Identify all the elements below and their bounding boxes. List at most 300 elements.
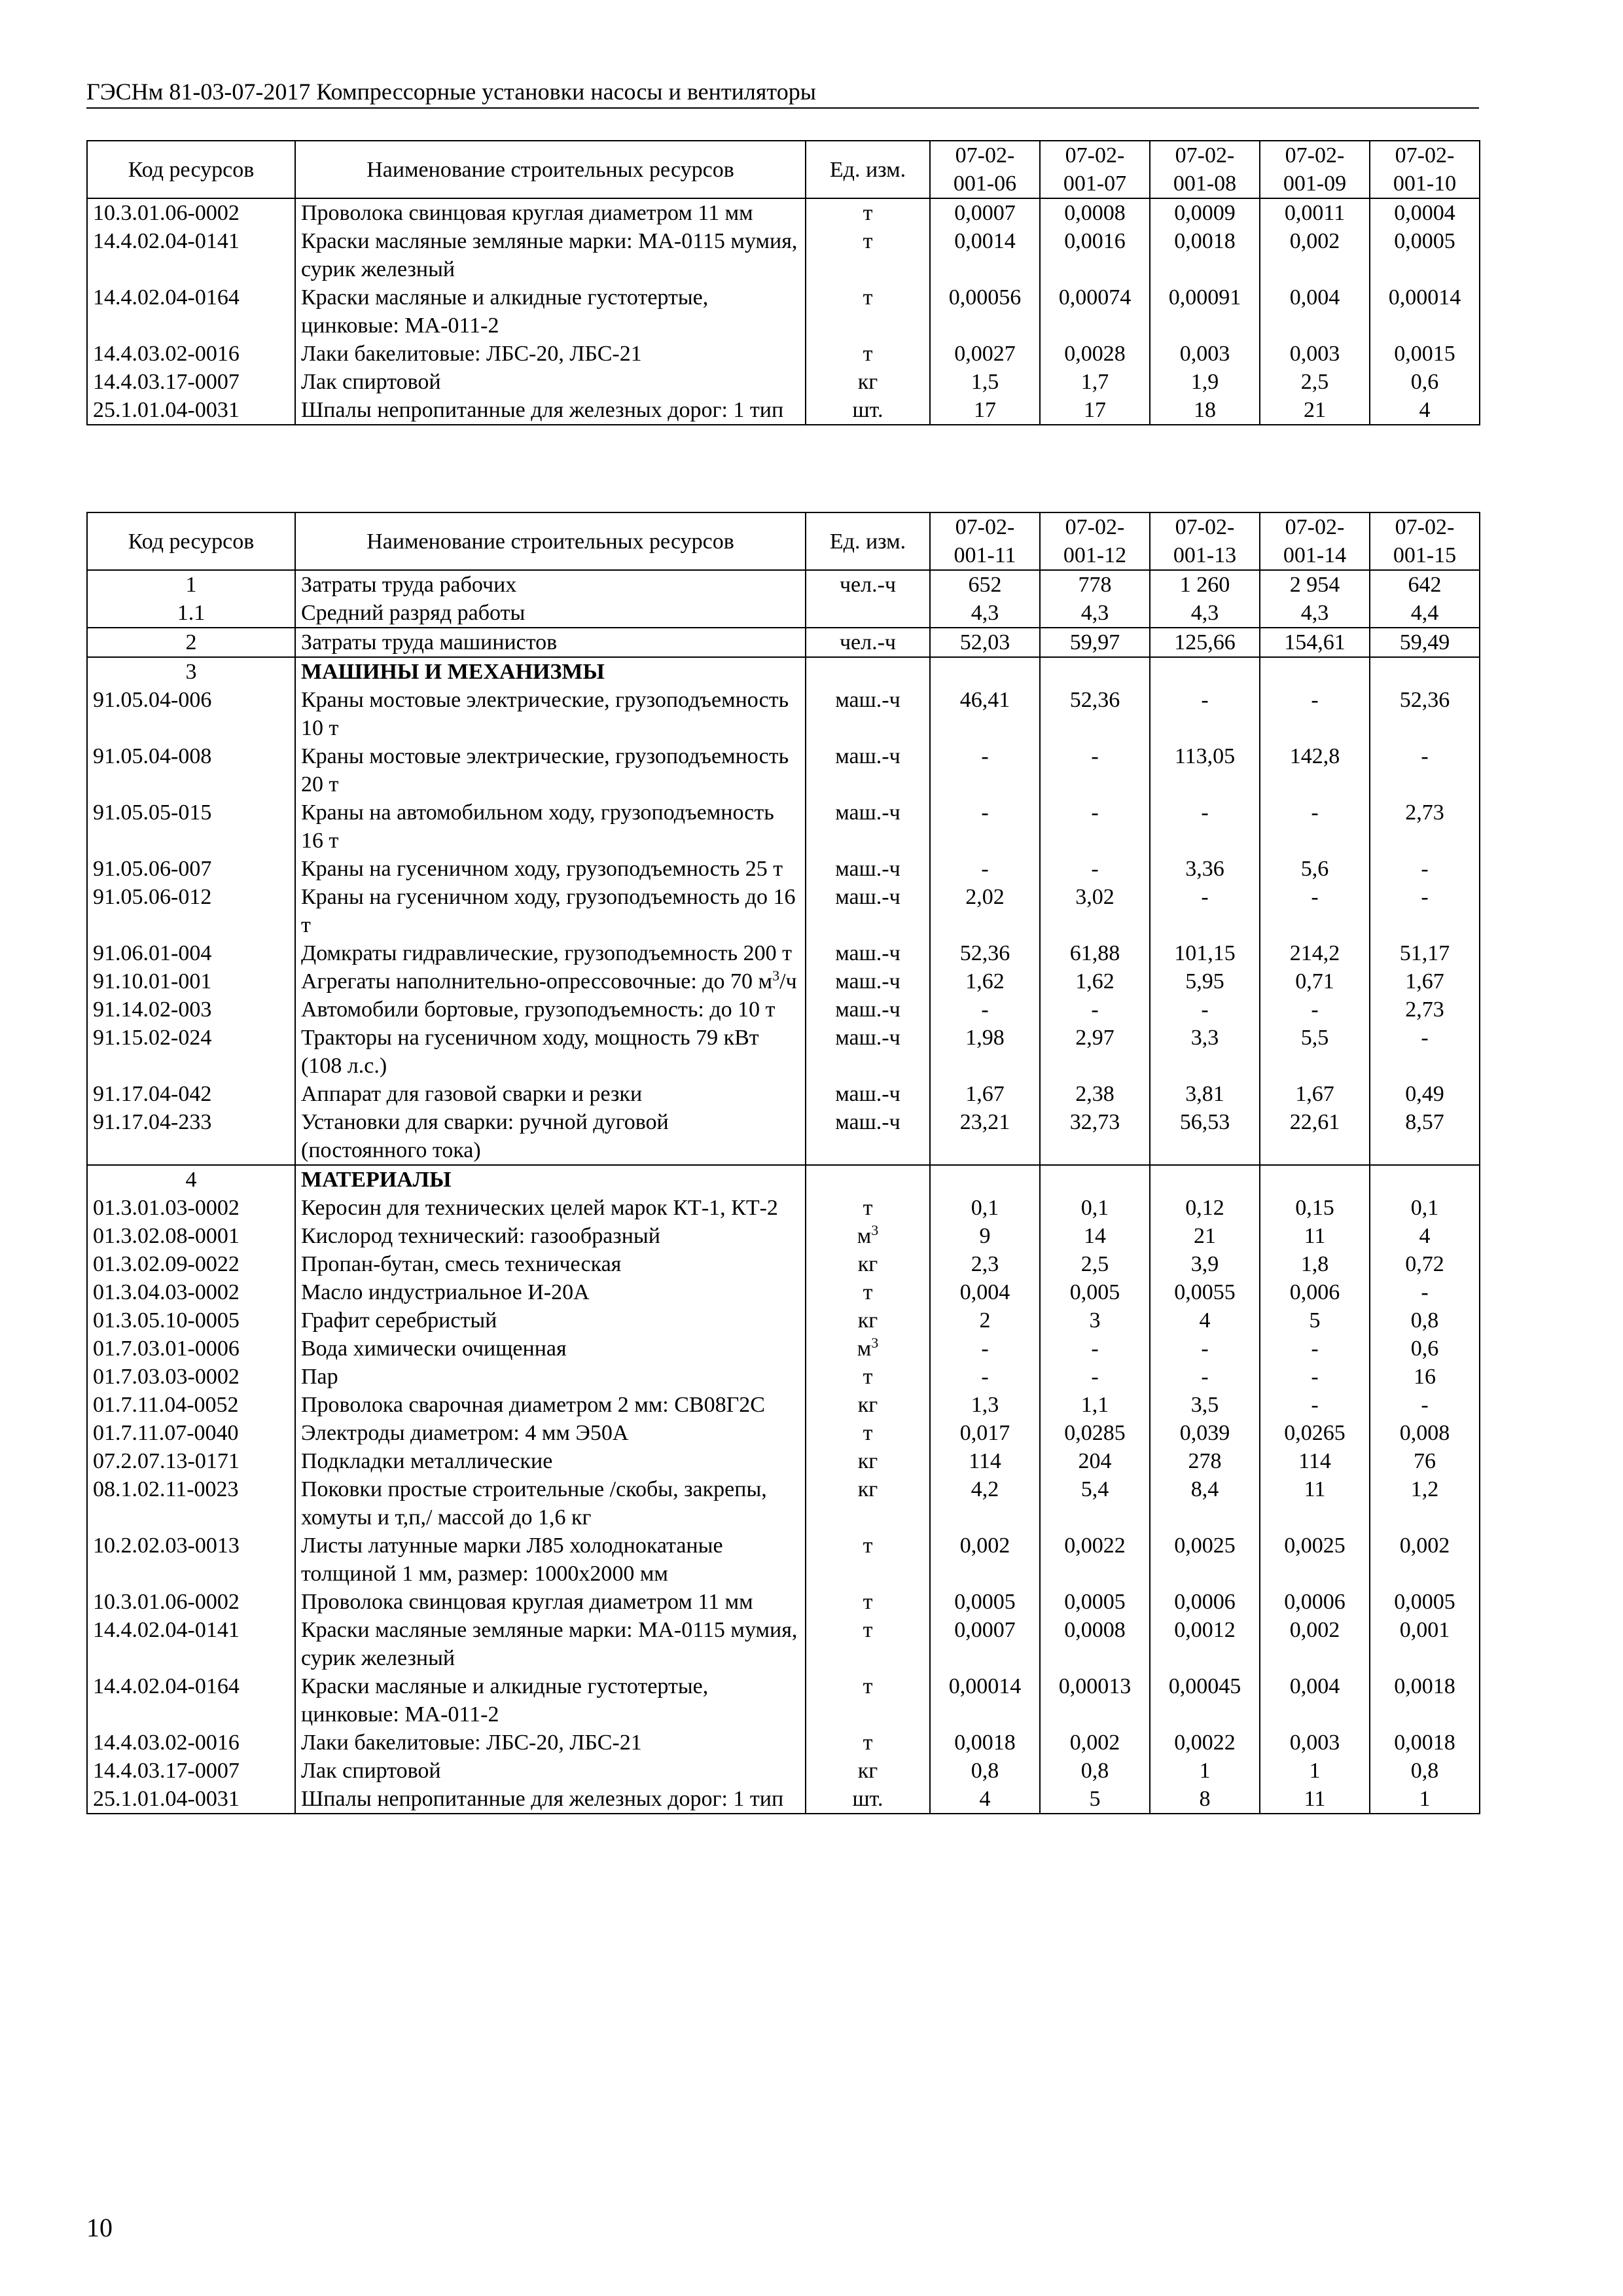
resource-value: [1260, 1165, 1370, 1194]
resource-code: 14.4.03.02-0016: [87, 1729, 295, 1757]
resource-name: Средний разряд работы: [295, 599, 806, 628]
resource-value: [930, 657, 1040, 686]
resource-value: 1,67: [1370, 967, 1480, 996]
resource-value: 8,57: [1370, 1108, 1480, 1165]
resource-value: -: [1260, 1335, 1370, 1363]
resource-value: 114: [1260, 1447, 1370, 1475]
resource-value: 0,00014: [930, 1672, 1040, 1729]
resource-name: Краны на гусеничном ходу, грузоподъемность 25 т: [295, 855, 806, 883]
resource-value: 652: [930, 570, 1040, 599]
resource-value: 1: [1150, 1757, 1260, 1785]
resource-value: 0,6: [1370, 1335, 1480, 1363]
resource-unit: т: [806, 283, 930, 340]
table-row: [87, 1250, 1480, 1278]
resource-value: 0,0025: [1150, 1532, 1260, 1588]
resource-value: [1150, 1165, 1260, 1194]
resource-value: 8: [1150, 1785, 1260, 1814]
resource-code: 91.05.06-007: [87, 855, 295, 883]
resource-unit: маш.-ч: [806, 939, 930, 967]
resource-unit: [806, 599, 930, 628]
resource-value: 4,3: [1150, 599, 1260, 628]
table-row: [87, 883, 1480, 939]
page-number: 10: [86, 2213, 113, 2242]
resource-value: 2,73: [1370, 798, 1480, 855]
resource-name: Тракторы на гусеничном ходу, мощность 79 кВт (108 л.с.): [295, 1024, 806, 1080]
resource-value: 0,0014: [930, 227, 1040, 283]
resource-value: 3,81: [1150, 1080, 1260, 1108]
resource-value: 1,2: [1370, 1475, 1480, 1532]
resource-value: 0,0011: [1260, 198, 1370, 227]
resource-value: -: [930, 855, 1040, 883]
resource-code: 14.4.02.04-0141: [87, 227, 295, 283]
resource-value: 0,0022: [1040, 1532, 1150, 1588]
resource-value: 2,97: [1040, 1024, 1150, 1080]
resource-value: 0,001: [1370, 1616, 1480, 1672]
table-header-row: [87, 141, 1480, 198]
resource-value: 1 260: [1150, 570, 1260, 599]
resource-value: 52,36: [930, 939, 1040, 967]
resource-name: Проволока свинцовая круглая диаметром 11 мм: [295, 198, 806, 227]
resource-value: -: [1260, 996, 1370, 1024]
resource-value: 4,2: [930, 1475, 1040, 1532]
resource-value: 1,67: [1260, 1080, 1370, 1108]
resource-value: 5,4: [1040, 1475, 1150, 1532]
resource-unit: маш.-ч: [806, 1024, 930, 1080]
resource-name: Масло индустриальное И-20А: [295, 1278, 806, 1306]
resource-value: 0,002: [930, 1532, 1040, 1588]
resource-code: 91.06.01-004: [87, 939, 295, 967]
resource-name: МАШИНЫ И МЕХАНИЗМЫ: [295, 657, 806, 686]
resource-unit: т: [806, 1672, 930, 1729]
resource-name: Вода химически очищенная: [295, 1335, 806, 1363]
resource-value: -: [1370, 1391, 1480, 1419]
resource-value: 18: [1150, 396, 1260, 425]
resource-value: 61,88: [1040, 939, 1150, 967]
resource-name: Краны мостовые электрические, грузоподъемность 10 т: [295, 686, 806, 742]
resource-name: Проволока свинцовая круглая диаметром 11 мм: [295, 1588, 806, 1616]
resource-value: 4,4: [1370, 599, 1480, 628]
resource-code: 91.14.02-003: [87, 996, 295, 1024]
table-row: [87, 1672, 1480, 1729]
resource-value: 4: [1150, 1306, 1260, 1335]
resource-unit: т: [806, 1532, 930, 1588]
col-header-name: Наименование строительных ресурсов: [295, 512, 806, 570]
resource-value: 2,02: [930, 883, 1040, 939]
resource-value: 2,5: [1260, 368, 1370, 396]
resource-code: 10.3.01.06-0002: [87, 1588, 295, 1616]
resource-value: 5,6: [1260, 855, 1370, 883]
resource-value: 2,73: [1370, 996, 1480, 1024]
resource-unit: маш.-ч: [806, 855, 930, 883]
resource-name: Краны на гусеничном ходу, грузоподъемность до 16 т: [295, 883, 806, 939]
resource-value: 4: [930, 1785, 1040, 1814]
resource-name: Краны на автомобильном ходу, грузоподъемность 16 т: [295, 798, 806, 855]
resource-value: 778: [1040, 570, 1150, 599]
resource-value: 0,8: [930, 1757, 1040, 1785]
resource-name: Шпалы непропитанные для железных дорог: 1 тип: [295, 396, 806, 425]
resource-value: 1,67: [930, 1080, 1040, 1108]
table-row: [87, 368, 1480, 396]
table-row: [87, 855, 1480, 883]
resource-value: 32,73: [1040, 1108, 1150, 1165]
table-row: [87, 1616, 1480, 1672]
resource-value: -: [1150, 1363, 1260, 1391]
resource-code: 07.2.07.13-0171: [87, 1447, 295, 1475]
resource-value: 4,3: [1040, 599, 1150, 628]
resource-value: 0,0006: [1150, 1588, 1260, 1616]
resource-value: 0,0028: [1040, 340, 1150, 368]
resource-value: 4: [1370, 1222, 1480, 1250]
resource-code: 14.4.02.04-0164: [87, 1672, 295, 1729]
table-row: [87, 686, 1480, 742]
resource-value: 3,02: [1040, 883, 1150, 939]
resource-value: 11: [1260, 1222, 1370, 1250]
resource-value: 642: [1370, 570, 1480, 599]
resource-code: 25.1.01.04-0031: [87, 1785, 295, 1814]
resource-value: 0,004: [930, 1278, 1040, 1306]
resource-name: Проволока сварочная диаметром 2 мм: СВ08Г2С: [295, 1391, 806, 1419]
resource-value: 2,5: [1040, 1250, 1150, 1278]
document-title: ГЭСНм 81-03-07-2017 Компрессорные установки насосы и вентиляторы: [86, 79, 816, 105]
resource-unit: кг: [806, 368, 930, 396]
resource-value: 1,9: [1150, 368, 1260, 396]
resource-code: 91.05.06-012: [87, 883, 295, 939]
table-row: [87, 1335, 1480, 1363]
resource-value: 142,8: [1260, 742, 1370, 798]
col-header-norm: 07-02-001-15: [1370, 512, 1480, 570]
resource-value: 0,0005: [1040, 1588, 1150, 1616]
resource-value: [1370, 1165, 1480, 1194]
resource-value: -: [1260, 798, 1370, 855]
resource-value: [1150, 657, 1260, 686]
resource-code: 3: [87, 657, 295, 686]
resource-value: -: [1150, 686, 1260, 742]
resource-code: 14.4.03.17-0007: [87, 1757, 295, 1785]
resource-name: Краны мостовые электрические, грузоподъемность 20 т: [295, 742, 806, 798]
resource-name: Затраты труда рабочих: [295, 570, 806, 599]
resource-name: Краски масляные земляные марки: МА-0115 мумия, сурик железный: [295, 1616, 806, 1672]
resource-value: 0,00074: [1040, 283, 1150, 340]
table-row: [87, 1391, 1480, 1419]
resource-value: 21: [1150, 1222, 1260, 1250]
resource-unit: чел.-ч: [806, 628, 930, 657]
resource-value: 0,006: [1260, 1278, 1370, 1306]
table-row: [87, 1306, 1480, 1335]
table-row: [87, 798, 1480, 855]
resource-value: 59,97: [1040, 628, 1150, 657]
resources-table-2: [86, 512, 1480, 1814]
resource-value: -: [930, 1363, 1040, 1391]
resource-unit: т: [806, 340, 930, 368]
resource-value: -: [1150, 798, 1260, 855]
resource-value: 2,3: [930, 1250, 1040, 1278]
resource-unit: шт.: [806, 1785, 930, 1814]
resource-value: 1,5: [930, 368, 1040, 396]
resource-value: 204: [1040, 1447, 1150, 1475]
resource-unit: [806, 1165, 930, 1194]
resource-value: -: [1260, 1363, 1370, 1391]
resource-name: Графит серебристый: [295, 1306, 806, 1335]
resource-name: Листы латунные марки Л85 холоднокатаные толщиной 1 мм, размер: 1000х2000 мм: [295, 1532, 806, 1588]
resource-value: 0,0018: [1370, 1672, 1480, 1729]
resource-code: 14.4.02.04-0141: [87, 1616, 295, 1672]
resource-value: 3,9: [1150, 1250, 1260, 1278]
resource-value: 0,0016: [1040, 227, 1150, 283]
resource-code: 01.7.11.07-0040: [87, 1419, 295, 1447]
resource-value: -: [1150, 883, 1260, 939]
resource-code: 14.4.02.04-0164: [87, 283, 295, 340]
table-row: [87, 227, 1480, 283]
resource-value: [1260, 657, 1370, 686]
resource-value: 17: [930, 396, 1040, 425]
resource-value: 1,3: [930, 1391, 1040, 1419]
resource-value: 0,6: [1370, 368, 1480, 396]
resource-code: 91.05.04-008: [87, 742, 295, 798]
col-header-norm: 07-02-001-12: [1040, 512, 1150, 570]
resource-value: 3,5: [1150, 1391, 1260, 1419]
resource-code: 08.1.02.11-0023: [87, 1475, 295, 1532]
resource-unit: т: [806, 1278, 930, 1306]
resource-value: 46,41: [930, 686, 1040, 742]
resource-value: [1040, 657, 1150, 686]
resource-value: 1,62: [930, 967, 1040, 996]
resource-value: 4,3: [930, 599, 1040, 628]
resource-value: 0,0005: [1370, 1588, 1480, 1616]
resource-value: 2,38: [1040, 1080, 1150, 1108]
resource-value: -: [1040, 1335, 1150, 1363]
resource-value: 0,00045: [1150, 1672, 1260, 1729]
resource-value: -: [930, 1335, 1040, 1363]
col-header-norm: 07-02-001-07: [1040, 141, 1150, 198]
resource-unit: кг: [806, 1250, 930, 1278]
resource-value: -: [1150, 1335, 1260, 1363]
resource-value: 3: [1040, 1306, 1150, 1335]
resource-value: 0,72: [1370, 1250, 1480, 1278]
resource-code: 01.7.03.03-0002: [87, 1363, 295, 1391]
col-header-norm: 07-02-001-10: [1370, 141, 1480, 198]
table-row: [87, 1080, 1480, 1108]
resource-value: -: [1370, 855, 1480, 883]
resource-value: 52,36: [1040, 686, 1150, 742]
table-row: [87, 340, 1480, 368]
col-header-name: Наименование строительных ресурсов: [295, 141, 806, 198]
resource-unit: $м^3$: [806, 1222, 930, 1250]
resource-value: 0,0018: [930, 1729, 1040, 1757]
col-header-norm: 07-02-001-08: [1150, 141, 1260, 198]
resource-name: Подкладки металлические: [295, 1447, 806, 1475]
resource-value: 5,5: [1260, 1024, 1370, 1080]
table-row: [87, 1475, 1480, 1532]
resource-code: 01.3.05.10-0005: [87, 1306, 295, 1335]
resource-name: Домкраты гидравлические, грузоподъемность 200 т: [295, 939, 806, 967]
resource-value: 0,003: [1260, 340, 1370, 368]
resource-value: 3,3: [1150, 1024, 1260, 1080]
resource-value: 0,0018: [1150, 227, 1260, 283]
resource-value: -: [1260, 883, 1370, 939]
table-row: [87, 1419, 1480, 1447]
resource-value: 0,004: [1260, 283, 1370, 340]
resource-value: 0,002: [1260, 1616, 1370, 1672]
table-row: [87, 1588, 1480, 1616]
table-row: [87, 283, 1480, 340]
resource-unit: кг: [806, 1447, 930, 1475]
resource-value: 1,62: [1040, 967, 1150, 996]
resource-name: Лаки бакелитовые: ЛБС-20, ЛБС-21: [295, 1729, 806, 1757]
resource-value: 9: [930, 1222, 1040, 1250]
resource-value: 0,039: [1150, 1419, 1260, 1447]
resource-unit: т: [806, 1588, 930, 1616]
document-header: [86, 77, 1479, 109]
resource-value: 76: [1370, 1447, 1480, 1475]
resource-code: 91.17.04-042: [87, 1080, 295, 1108]
resource-code: 91.05.04-006: [87, 686, 295, 742]
table-row: [87, 967, 1480, 996]
resource-unit: маш.-ч: [806, 742, 930, 798]
resource-code: 01.3.02.08-0001: [87, 1222, 295, 1250]
resource-value: 0,0055: [1150, 1278, 1260, 1306]
resource-name: Лак спиртовой: [295, 368, 806, 396]
resource-unit: т: [806, 1419, 930, 1447]
resource-code: 14.4.03.02-0016: [87, 340, 295, 368]
resource-value: 214,2: [1260, 939, 1370, 967]
col-header-norm: 07-02-001-06: [930, 141, 1040, 198]
resource-name: Краски масляные земляные марки: МА-0115 мумия, сурик железный: [295, 227, 806, 283]
resource-unit: маш.-ч: [806, 1108, 930, 1165]
resource-value: -: [1040, 855, 1150, 883]
resource-value: 51,17: [1370, 939, 1480, 967]
table-row: [87, 1194, 1480, 1222]
resource-code: 14.4.03.17-0007: [87, 368, 295, 396]
resource-code: 1.1: [87, 599, 295, 628]
resource-value: -: [1040, 1363, 1150, 1391]
col-header-unit: Ед. изм.: [806, 512, 930, 570]
resource-value: 0,8: [1370, 1757, 1480, 1785]
resource-value: 0,0005: [930, 1588, 1040, 1616]
resource-code: 01.3.01.03-0002: [87, 1194, 295, 1222]
table-row: [87, 996, 1480, 1024]
table-header-row: [87, 512, 1480, 570]
resource-value: 0,1: [1370, 1194, 1480, 1222]
resource-value: 56,53: [1150, 1108, 1260, 1165]
resource-value: 1: [1260, 1757, 1370, 1785]
resource-name: Шпалы непропитанные для железных дорог: 1 тип: [295, 1785, 806, 1814]
resource-value: [1370, 657, 1480, 686]
resource-unit: кг: [806, 1391, 930, 1419]
resource-value: 0,49: [1370, 1080, 1480, 1108]
resource-value: 0,005: [1040, 1278, 1150, 1306]
resource-value: 16: [1370, 1363, 1480, 1391]
resource-value: 0,008: [1370, 1419, 1480, 1447]
resource-value: -: [1150, 996, 1260, 1024]
resource-value: -: [1260, 1391, 1370, 1419]
resource-unit: чел.-ч: [806, 570, 930, 599]
resource-value: -: [1260, 686, 1370, 742]
table-row: [87, 1757, 1480, 1785]
resource-value: 0,00056: [930, 283, 1040, 340]
resource-value: 0,004: [1260, 1672, 1370, 1729]
resource-value: 5: [1040, 1785, 1150, 1814]
resource-unit: $м^3$: [806, 1335, 930, 1363]
resource-unit: т: [806, 1194, 930, 1222]
resource-value: 0,003: [1150, 340, 1260, 368]
resource-value: 0,00014: [1370, 283, 1480, 340]
resource-code: 91.17.04-233: [87, 1108, 295, 1165]
resource-name: Лаки бакелитовые: ЛБС-20, ЛБС-21: [295, 340, 806, 368]
resource-unit: шт.: [806, 396, 930, 425]
resource-value: 0,15: [1260, 1194, 1370, 1222]
resource-value: 0,0022: [1150, 1729, 1260, 1757]
table-row: [87, 1024, 1480, 1080]
col-header-norm: 07-02-001-13: [1150, 512, 1260, 570]
col-header-code: Код ресурсов: [87, 141, 295, 198]
resource-value: 0,0006: [1260, 1588, 1370, 1616]
table-row: [87, 1222, 1480, 1250]
resource-name: Пропан-бутан, смесь техническая: [295, 1250, 806, 1278]
resource-code: 2: [87, 628, 295, 657]
resource-value: -: [1040, 798, 1150, 855]
resource-value: -: [930, 996, 1040, 1024]
resource-value: 0,0004: [1370, 198, 1480, 227]
resource-value: 8,4: [1150, 1475, 1260, 1532]
resource-value: 4: [1370, 396, 1480, 425]
resource-value: 0,017: [930, 1419, 1040, 1447]
resource-value: [1040, 1165, 1150, 1194]
resource-value: 125,66: [1150, 628, 1260, 657]
resource-value: 5: [1260, 1306, 1370, 1335]
resource-value: 0,0012: [1150, 1616, 1260, 1672]
resource-value: 0,0285: [1040, 1419, 1150, 1447]
resource-value: 21: [1260, 396, 1370, 425]
resource-name: Краски масляные и алкидные густотертые, цинковые: МА-011-2: [295, 283, 806, 340]
resource-name: МАТЕРИАЛЫ: [295, 1165, 806, 1194]
resource-unit: кг: [806, 1475, 930, 1532]
table-row: [87, 628, 1480, 657]
resource-value: 14: [1040, 1222, 1150, 1250]
table-row: [87, 570, 1480, 599]
resource-value: 0,002: [1260, 227, 1370, 283]
resource-name: Аппарат для газовой сварки и резки: [295, 1080, 806, 1108]
resource-unit: маш.-ч: [806, 686, 930, 742]
resource-name: Агрегаты наполнительно-опрессовочные: до 70 $м^3/ч$: [295, 967, 806, 996]
resource-value: 0,0265: [1260, 1419, 1370, 1447]
resource-value: 5,95: [1150, 967, 1260, 996]
resource-value: 17: [1040, 396, 1150, 425]
resource-value: 11: [1260, 1475, 1370, 1532]
resource-value: -: [930, 742, 1040, 798]
resource-value: 3,36: [1150, 855, 1260, 883]
col-header-unit: Ед. изм.: [806, 141, 930, 198]
resource-code: 01.3.04.03-0002: [87, 1278, 295, 1306]
resource-value: 1,8: [1260, 1250, 1370, 1278]
resource-unit: т: [806, 198, 930, 227]
table-row: [87, 1729, 1480, 1757]
resource-unit: [806, 657, 930, 686]
resource-unit: маш.-ч: [806, 996, 930, 1024]
resource-value: 0,8: [1040, 1757, 1150, 1785]
resource-name: Кислород технический: газообразный: [295, 1222, 806, 1250]
resource-value: 59,49: [1370, 628, 1480, 657]
table-row: [87, 198, 1480, 227]
resource-value: -: [1370, 1278, 1480, 1306]
resource-value: -: [1370, 883, 1480, 939]
resource-unit: маш.-ч: [806, 967, 930, 996]
resource-value: 23,21: [930, 1108, 1040, 1165]
resource-value: 278: [1150, 1447, 1260, 1475]
resource-unit: кг: [806, 1757, 930, 1785]
resource-value: 0,00091: [1150, 283, 1260, 340]
resource-name: Пар: [295, 1363, 806, 1391]
resource-code: 01.7.03.01-0006: [87, 1335, 295, 1363]
